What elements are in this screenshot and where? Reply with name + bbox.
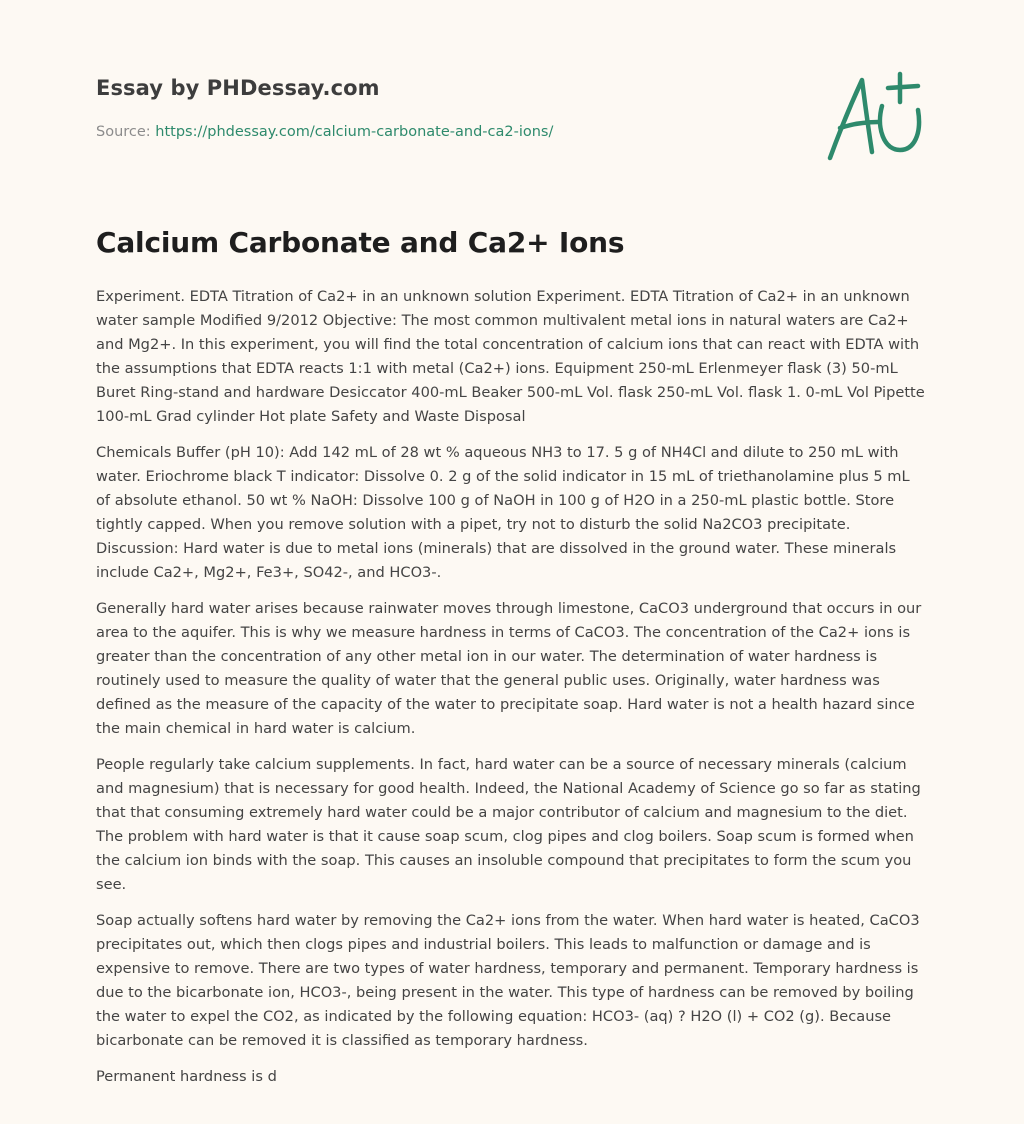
site-title: Essay by PHDessay.com <box>96 76 380 100</box>
a-plus-grade-icon <box>818 66 930 166</box>
article-body <box>96 285 928 1101</box>
paragraph-5: Soap actually softens hard water by removing the Ca2+ ions from the water. When hard water is heated, CaCO3 precipitates out, which then clogs pipes and industrial boilers. This leads to malfunction or damage and is expensive to remove. There are two types of water hardness, temporary and permanent. Temporary hardness is due to the bicarbonate ion, HCO3-, being present in the water. This type of hardness can be removed by boiling the water to expel the CO2, as indicated by the following equation: HCO3- (aq) ? H2O (l) + CO2 (g). Because bicarbonate can be removed it is classified as temporary hardness. <box>96 912 920 1049</box>
source-line <box>96 124 553 140</box>
paragraph-2: Chemicals Buffer (pH 10): Add 142 mL of 28 wt % aqueous NH3 to 17. 5 g of NH4Cl and dilute to 250 mL with water. Eriochrome black T indicator: Dissolve 0. 2 g of the solid indicator in 15 mL of triethanolamine plus 5 mL of absolute ethanol. 50 wt % NaOH: Dissolve 100 g of NaOH in 100 g of H2O in a 250-mL plastic bottle. Store tightly capped. When you remove solution with a pipet, try not to disturb the solid Na2CO3 precipitate. Discussion: Hard water is due to metal ions (minerals) that are dissolved in the ground water. These minerals include Ca2+, Mg2+, Fe3+, SO42-, and HCO3-. <box>96 444 910 581</box>
paragraph-3: Generally hard water arises because rainwater moves through limestone, CaCO3 underground that occurs in our area to the aquifer. This is why we measure hardness in terms of CaCO3. The concentration of the Ca2+ ions is greater than the concentration of any other metal ion in our water. The determination of water hardness is routinely used to measure the quality of water that the general public uses. Originally, water hardness was defined as the measure of the capacity of the water to precipitate soap. Hard water is not a health hazard since the main chemical in hard water is calcium. <box>96 600 922 737</box>
paragraph-4: People regularly take calcium supplements. In fact, hard water can be a source of necessary minerals (calcium and magnesium) that is necessary for good health. Indeed, the National Academy of Science go so far as stating that that consuming extremely hard water could be a major contributor of calcium and magnesium to the diet. The problem with hard water is that it cause soap scum, clog pipes and clog boilers. Soap scum is formed when the calcium ion binds with the soap. This causes an insoluble compound that precipitates to form the scum you see. <box>96 756 921 893</box>
paragraph-1: Experiment. EDTA Titration of Ca2+ in an unknown solution Experiment. EDTA Titration of Ca2+ in an unknown water sample Modified 9/2012 Objective: The most common multivalent metal ions in natural waters are Ca2+ and Mg2+. In this experiment, you will find the total concentration of calcium ions that can react with EDTA with the assumptions that EDTA reacts 1:1 with metal (Ca2+) ions. Equipment 250-mL Erlenmeyer flask (3) 50-mL Buret Ring-stand and hardware Desiccator 400-mL Beaker 500-mL Vol. flask 250-mL Vol. flask 1. 0-mL Vol Pipette 100-mL Grad cylinder Hot plate Safety and Waste Disposal <box>96 288 925 425</box>
source-label: Source: <box>96 124 156 140</box>
paragraph-6: Permanent hardness is d <box>96 1068 277 1085</box>
article-title: Calcium Carbonate and Ca2+ Ions <box>96 226 625 259</box>
source-link[interactable]: https://phdessay.com/calcium-carbonate-and-ca2-ions/ <box>155 124 554 140</box>
